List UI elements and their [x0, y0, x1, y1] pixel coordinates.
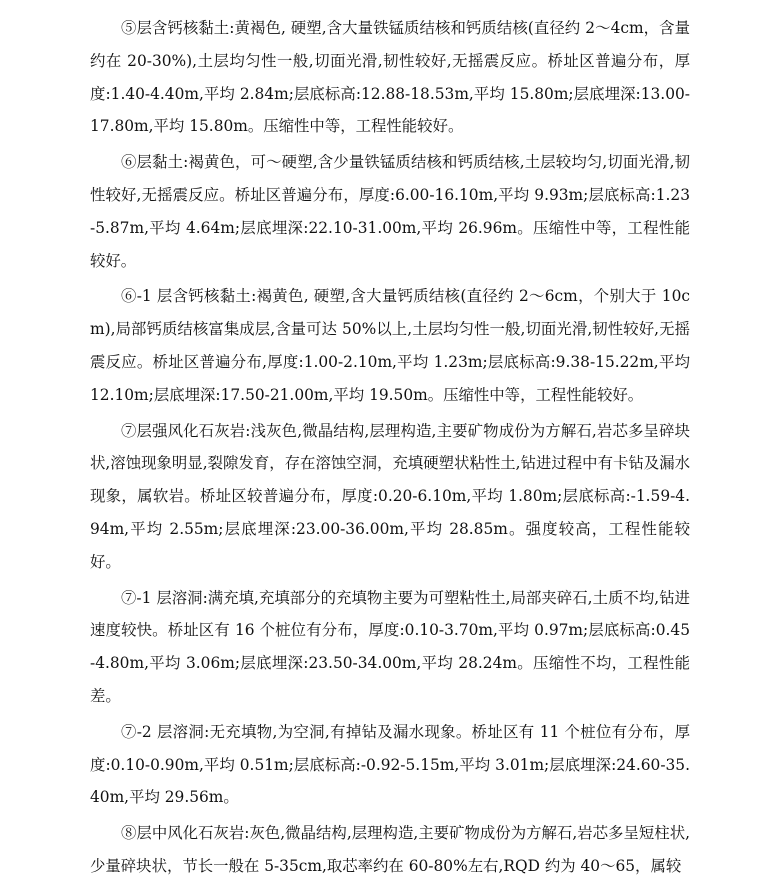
document-body — [90, 12, 690, 883]
paragraph-layer-6: ⑥层黏土:褐黄色，可～硬塑,含少量铁锰质结核和钙质结核,土层较均匀,切面光滑,韧性较好,无摇震反应。桥址区普遍分布，厚度:6.00-16.10m,平均 9.93m;层底标高:1.23-5.87m,平均 4.64m;层底埋深:22.10-31.00m,平均 26.96m。压缩性中等，工程性能较好。 — [90, 153, 690, 270]
paragraph-layer-7-2: ⑦-2 层溶洞:无充填物,为空洞,有掉钻及漏水现象。桥址区有 11 个桩位有分布，厚度:0.10-0.90m,平均 0.51m;层底标高:-0.92-5.15m,平均 3.01m;层底埋深:24.60-35.40m,平均 29.56m。 — [90, 722, 690, 807]
paragraph-layer-5: ⑤层含钙核黏土:黄褐色, 硬塑,含大量铁锰质结核和钙质结核(直径约 2～4cm，含量约在 20-30%),土层均匀性一般,切面光滑,韧性较好,无摇震反应。桥址区普遍分布，厚度:1.40-4.40m,平均 2.84m;层底标高:12.88-18.53m,平均 15.80m;层底埋深:13.00-17.80m,平均 15.80m。压缩性中等，工程性能较好。 — [90, 19, 690, 136]
paragraph-layer-7: ⑦层强风化石灰岩:浅灰色,微晶结构,层理构造,主要矿物成份为方解石,岩芯多呈碎块状,溶蚀现象明显,裂隙发育，存在溶蚀空洞，充填硬塑状粘性土,钻进过程中有卡钻及漏水现象，属软岩。桥址区较普遍分布，厚度:0.20-6.10m,平均 1.80m;层底标高:-1.59-4.94m,平均 2.55m;层底埋深:23.00-36.00m,平均 28.85m。强度较高，工程性能较好。 — [90, 421, 690, 571]
paragraph-layer-6-1: ⑥-1 层含钙核黏土:褐黄色, 硬塑,含大量钙质结核(直径约 2～6cm，个别大于 10cm),局部钙质结核富集成层,含量可达 50%以上,土层均匀性一般,切面光滑,韧性较好,无摇震反应。桥址区普遍分布,厚度:1.00-2.10m,平均 1.23m;层底标高:9.38-15.22m,平均 12.10m;层底埋深:17.50-21.00m,平均 19.50m。压缩性中等，工程性能较好。 — [90, 287, 690, 404]
paragraph-layer-7-1: ⑦-1 层溶洞:满充填,充填部分的充填物主要为可塑粘性土,局部夹碎石,土质不均,钻进速度较快。桥址区有 16 个桩位有分布，厚度:0.10-3.70m,平均 0.97m;层底标高:0.45-4.80m,平均 3.06m;层底埋深:23.50-34.00m,平均 28.24m。压缩性不均，工程性能差。 — [90, 588, 690, 705]
paragraph-layer-8: ⑧层中风化石灰岩:灰色,微晶结构,层理构造,主要矿物成份为方解石,岩芯多呈短柱状,少量碎块状，节长一般在 5-35cm,取芯率约在 60-80%左右,RQD 约为 40～65，属较 — [90, 824, 690, 875]
